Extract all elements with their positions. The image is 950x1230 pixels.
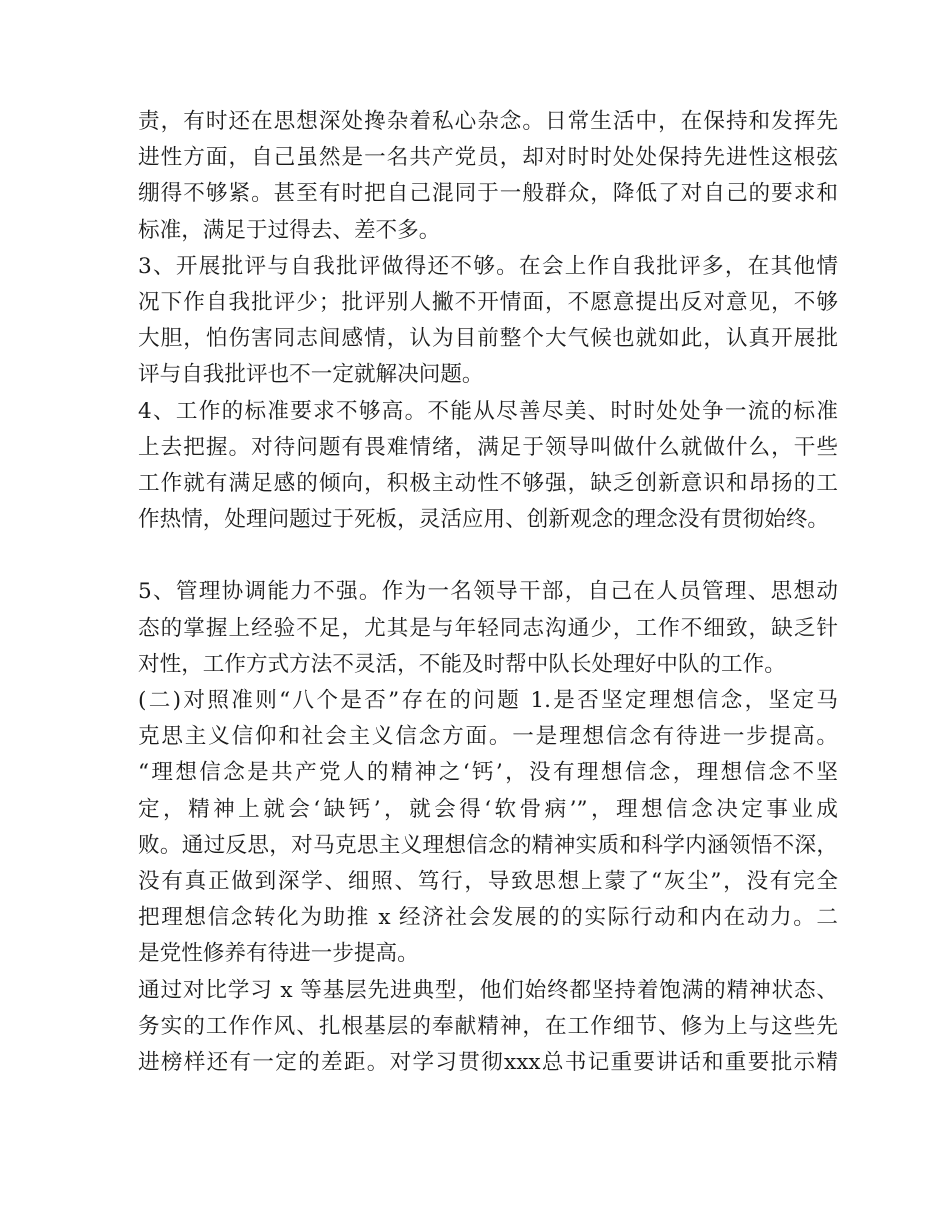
text-line: 4、工作的标准要求不够高。不能从尽善尽美、时时处处争一流的标准	[138, 398, 838, 424]
text-line: 克思主义信仰和社会主义信念方面。一是理想信念有待进一步提高。	[138, 724, 838, 750]
text-line: 没有真正做到深学、细照、笃行，导致思想上蒙了“灰尘”，没有完全	[138, 868, 838, 894]
text-line: 作热情，处理问题过于死板，灵活应用、创新观念的理念没有贯彻始终。	[138, 507, 830, 533]
text-line: 绷得不够紧。甚至有时把自己混同于一般群众，降低了对自己的要求和	[138, 181, 838, 207]
text-line: 评与自我批评也不一定就解决问题。	[138, 362, 484, 388]
text-line: 上去把握。对待问题有畏难情绪，满足于领导叫做什么就做什么，干些	[138, 434, 838, 460]
text-line: 工作就有满足感的倾向，积极主动性不够强，缺乏创新意识和昂扬的工	[138, 470, 838, 496]
text-line: 5、管理协调能力不强。作为一名领导干部，自己在人员管理、思想动	[138, 579, 838, 605]
text-line: 大胆，怕伤害同志间感情，认为目前整个大气候也就如此，认真开展批	[138, 326, 838, 352]
text-line: 务实的工作作风、扎根基层的奉献精神，在工作细节、修为上与这些先	[138, 1013, 838, 1039]
text-line: 标准，满足于过得去、差不多。	[138, 217, 441, 243]
text-line: 责，有时还在思想深处搀杂着私心杂念。日常生活中，在保持和发挥先	[138, 109, 838, 134]
text-line: “理想信念是共产党人的精神之‘钙’，没有理想信念，理想信念不坚	[138, 760, 838, 786]
text-line: 是党性修养有待进一步提高。	[138, 941, 419, 967]
text-line: 通过对比学习 x 等基层先进典型，他们始终都坚持着饱满的精神状态、	[138, 977, 838, 1003]
text-line: 进榜样还有一定的差距。对学习贯彻xxx总书记重要讲话和重要批示精	[138, 1049, 838, 1075]
text-line: 败。通过反思，对马克思主义理想信念的精神实质和科学内涵领悟不深，	[138, 832, 838, 858]
text-line: 对性，工作方式方法不灵活，不能及时帮中队长处理好中队的工作。	[138, 651, 786, 677]
text-line: 把理想信念转化为助推 x 经济社会发展的的实际行动和内在动力。二	[138, 905, 838, 931]
text-line: (二)对照准则“八个是否”存在的问题 1.是否坚定理想信念，坚定马	[138, 688, 838, 713]
blank-line	[138, 538, 838, 574]
text-line: 定，精神上就会‘缺钙’，就会得‘软骨病’”，理想信念决定事业成	[138, 796, 838, 822]
text-line: 态的掌握上经验不足，尤其是与年轻同志沟通少，工作不细致，缺乏针	[138, 615, 838, 641]
text-line: 进性方面，自己虽然是一名共产党员，却对时时处处保持先进性这根弦	[138, 145, 838, 171]
text-line: 3、开展批评与自我批评做得还不够。在会上作自我批评多，在其他情	[138, 253, 838, 279]
document-body	[138, 104, 838, 1081]
text-line: 况下作自我批评少；批评别人撇不开情面，不愿意提出反对意见，不够	[138, 289, 838, 315]
